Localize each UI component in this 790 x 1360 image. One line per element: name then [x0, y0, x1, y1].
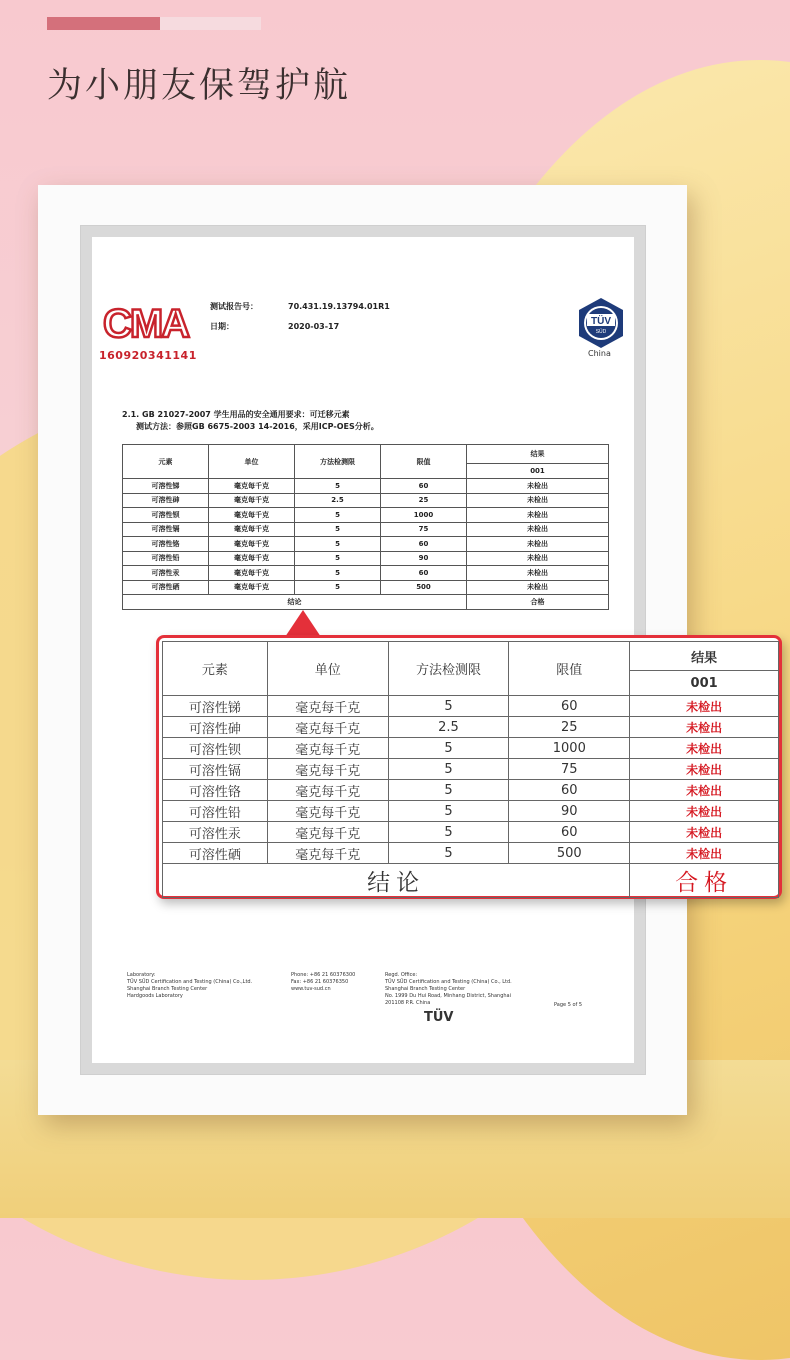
col-method: 方法检测限: [295, 445, 381, 479]
cell-result: 未检出: [467, 566, 609, 581]
cell-element: 可溶性硒: [163, 843, 268, 864]
cell-unit: 毫克每千克: [267, 801, 388, 822]
cell-method: 5: [295, 551, 381, 566]
cell-unit: 毫克每千克: [209, 522, 295, 537]
accent-bar-dark: [47, 17, 160, 30]
cell-result: 未检出: [630, 780, 779, 801]
col-result: 结果: [467, 445, 609, 464]
cell-result: 未检出: [630, 759, 779, 780]
cell-unit: 毫克每千克: [209, 580, 295, 595]
cell-result: 未检出: [630, 822, 779, 843]
cell-method: 2.5: [295, 493, 381, 508]
cell-method: 5: [388, 759, 509, 780]
cell-method: 5: [295, 522, 381, 537]
cell-limit: 60: [509, 822, 630, 843]
svg-text:CMA: CMA: [103, 302, 189, 346]
table-row: [123, 566, 609, 581]
lab-line2: Shanghai Branch Testing Center: [127, 986, 208, 992]
cell-result: 未检出: [467, 508, 609, 523]
office-line3: No. 1999 Du Hui Road, Minhang District, Shanghai: [385, 993, 511, 999]
cell-element: 可溶性锑: [123, 479, 209, 494]
office-line1: TÜV SÜD Certification and Testing (China) Co., Ltd.: [385, 979, 512, 985]
cell-method: 5: [295, 479, 381, 494]
table-row: [123, 479, 609, 494]
report-meta: [210, 297, 390, 337]
report-table-small: [122, 444, 609, 610]
date-label: 日期：: [210, 322, 234, 331]
cell-unit: 毫克每千克: [209, 493, 295, 508]
cma-number: 160920341141: [99, 349, 197, 362]
cell-limit: 25: [509, 717, 630, 738]
cell-element: 可溶性铅: [163, 801, 268, 822]
report-date: 2020-03-17: [288, 322, 340, 331]
cell-result: 未检出: [630, 843, 779, 864]
cell-method: 5: [295, 508, 381, 523]
cell-limit: 60: [381, 537, 467, 552]
tuv-logo-text: TÜV: [591, 316, 611, 327]
table-row: [123, 551, 609, 566]
cell-method: 5: [388, 738, 509, 759]
cell-result: 未检出: [467, 493, 609, 508]
section-heading: [122, 409, 379, 433]
cell-limit: 1000: [381, 508, 467, 523]
cell-unit: 毫克每千克: [267, 717, 388, 738]
header-accent-bar: [47, 17, 261, 30]
section-method: 测试方法：参照GB 6675-2003 14-2016，采用ICP-OES分析。: [136, 422, 379, 431]
cell-result: 未检出: [467, 522, 609, 537]
cell-result: 未检出: [467, 479, 609, 494]
table-row: [123, 508, 609, 523]
cell-limit: 90: [509, 801, 630, 822]
cell-limit: 90: [381, 551, 467, 566]
cell-unit: 毫克每千克: [267, 738, 388, 759]
cell-element: 可溶性汞: [123, 566, 209, 581]
cell-element: 可溶性钡: [123, 508, 209, 523]
cell-unit: 毫克每千克: [209, 508, 295, 523]
small-rows: [123, 479, 609, 595]
section-title: 2.1. GB 21027-2007 学生用品的安全通用要求：可迁移元素: [122, 410, 350, 419]
cell-unit: 毫克每千克: [209, 537, 295, 552]
table-row: [163, 696, 779, 717]
cell-unit: 毫克每千克: [209, 566, 295, 581]
lab-line3: Hardgoods Laboratory: [127, 993, 183, 999]
callout-pointer: [285, 610, 321, 637]
cell-element: 可溶性砷: [163, 717, 268, 738]
col-unit: 单位: [267, 642, 388, 696]
cell-unit: 毫克每千克: [267, 780, 388, 801]
page-title: 为小朋友保驾护航: [47, 66, 352, 106]
cell-unit: 毫克每千克: [209, 551, 295, 566]
cell-element: 可溶性铬: [123, 537, 209, 552]
table-row: [163, 780, 779, 801]
cell-limit: 500: [509, 843, 630, 864]
cell-element: 可溶性镉: [123, 522, 209, 537]
cell-result: 未检出: [467, 580, 609, 595]
cell-unit: 毫克每千克: [267, 759, 388, 780]
cell-element: 可溶性硒: [123, 580, 209, 595]
zoomed-table-callout: [156, 635, 782, 899]
cell-limit: 500: [381, 580, 467, 595]
report-table-zoomed: [162, 641, 779, 898]
col-sample: 001: [630, 671, 779, 696]
tuv-country: China: [588, 349, 611, 358]
cell-element: 可溶性铅: [123, 551, 209, 566]
lab-phone: Phone: +86 21 60376300: [291, 972, 356, 978]
conclusion-label-small: 结论: [123, 595, 467, 610]
cell-method: 5: [295, 580, 381, 595]
cell-result: 未检出: [630, 738, 779, 759]
tuv-logo-sub: SÜD: [595, 329, 607, 335]
cell-unit: 毫克每千克: [267, 696, 388, 717]
conclusion-value-small: 合格: [467, 595, 609, 610]
table-row: [163, 822, 779, 843]
col-unit: 单位: [209, 445, 295, 479]
table-row: [163, 738, 779, 759]
cell-result: 未检出: [630, 801, 779, 822]
cell-unit: 毫克每千克: [267, 843, 388, 864]
page-number: Page 5 of 5: [554, 1002, 583, 1008]
cell-element: 可溶性砷: [123, 493, 209, 508]
conclusion-label: 结论: [163, 864, 630, 898]
table-row: [123, 493, 609, 508]
cell-limit: 1000: [509, 738, 630, 759]
cell-method: 2.5: [388, 717, 509, 738]
cell-unit: 毫克每千克: [209, 479, 295, 494]
cell-unit: 毫克每千克: [267, 822, 388, 843]
table-row: [163, 801, 779, 822]
report-no: 70.431.19.13794.01R1: [288, 302, 390, 311]
cell-result: 未检出: [630, 696, 779, 717]
cell-method: 5: [388, 843, 509, 864]
cell-element: 可溶性镉: [163, 759, 268, 780]
cell-element: 可溶性铬: [163, 780, 268, 801]
cell-element: 可溶性钡: [163, 738, 268, 759]
table-row: [123, 537, 609, 552]
col-method: 方法检测限: [388, 642, 509, 696]
tuv-logo: [575, 297, 627, 349]
lab-line1: TÜV SÜD Certification and Testing (China) Co.,Ltd.: [127, 979, 253, 985]
table-row: [123, 522, 609, 537]
accent-bar-light: [160, 17, 261, 30]
table-row: [163, 843, 779, 864]
lab-web: www.tuv-sud.cn: [291, 986, 331, 992]
col-element: 元素: [123, 445, 209, 479]
cell-method: 5: [388, 801, 509, 822]
col-element: 元素: [163, 642, 268, 696]
cell-result: 未检出: [630, 717, 779, 738]
office-title: Regd. Office:: [385, 972, 418, 978]
col-sample: 001: [467, 464, 609, 479]
col-limit: 限值: [381, 445, 467, 479]
cell-method: 5: [295, 537, 381, 552]
report-no-label: 测试报告号：: [210, 302, 258, 311]
cell-element: 可溶性锑: [163, 696, 268, 717]
zoomed-rows: [163, 696, 779, 864]
cell-limit: 60: [381, 566, 467, 581]
cell-limit: 60: [509, 780, 630, 801]
lab-fax: Fax: +86 21 60376350: [291, 979, 349, 985]
table-row: [163, 717, 779, 738]
cell-method: 5: [388, 822, 509, 843]
tuv-footer-mark: TÜV: [424, 1010, 454, 1025]
cell-method: 5: [295, 566, 381, 581]
cell-method: 5: [388, 696, 509, 717]
office-line4: 201108 P.R. China: [385, 1000, 431, 1006]
table-row: [123, 580, 609, 595]
cell-result: 未检出: [467, 551, 609, 566]
col-result: 结果: [630, 642, 779, 671]
cell-limit: 75: [381, 522, 467, 537]
cell-limit: 25: [381, 493, 467, 508]
cma-logo: [101, 297, 196, 347]
cell-method: 5: [388, 780, 509, 801]
conclusion-value: 合格: [630, 864, 779, 898]
lab-title: Laboratory:: [127, 972, 156, 978]
cell-element: 可溶性汞: [163, 822, 268, 843]
cell-limit: 60: [381, 479, 467, 494]
table-row: [163, 759, 779, 780]
cell-limit: 60: [509, 696, 630, 717]
col-limit: 限值: [509, 642, 630, 696]
office-line2: Shanghai Branch Testing Center: [385, 986, 466, 992]
cell-result: 未检出: [467, 537, 609, 552]
cell-limit: 75: [509, 759, 630, 780]
